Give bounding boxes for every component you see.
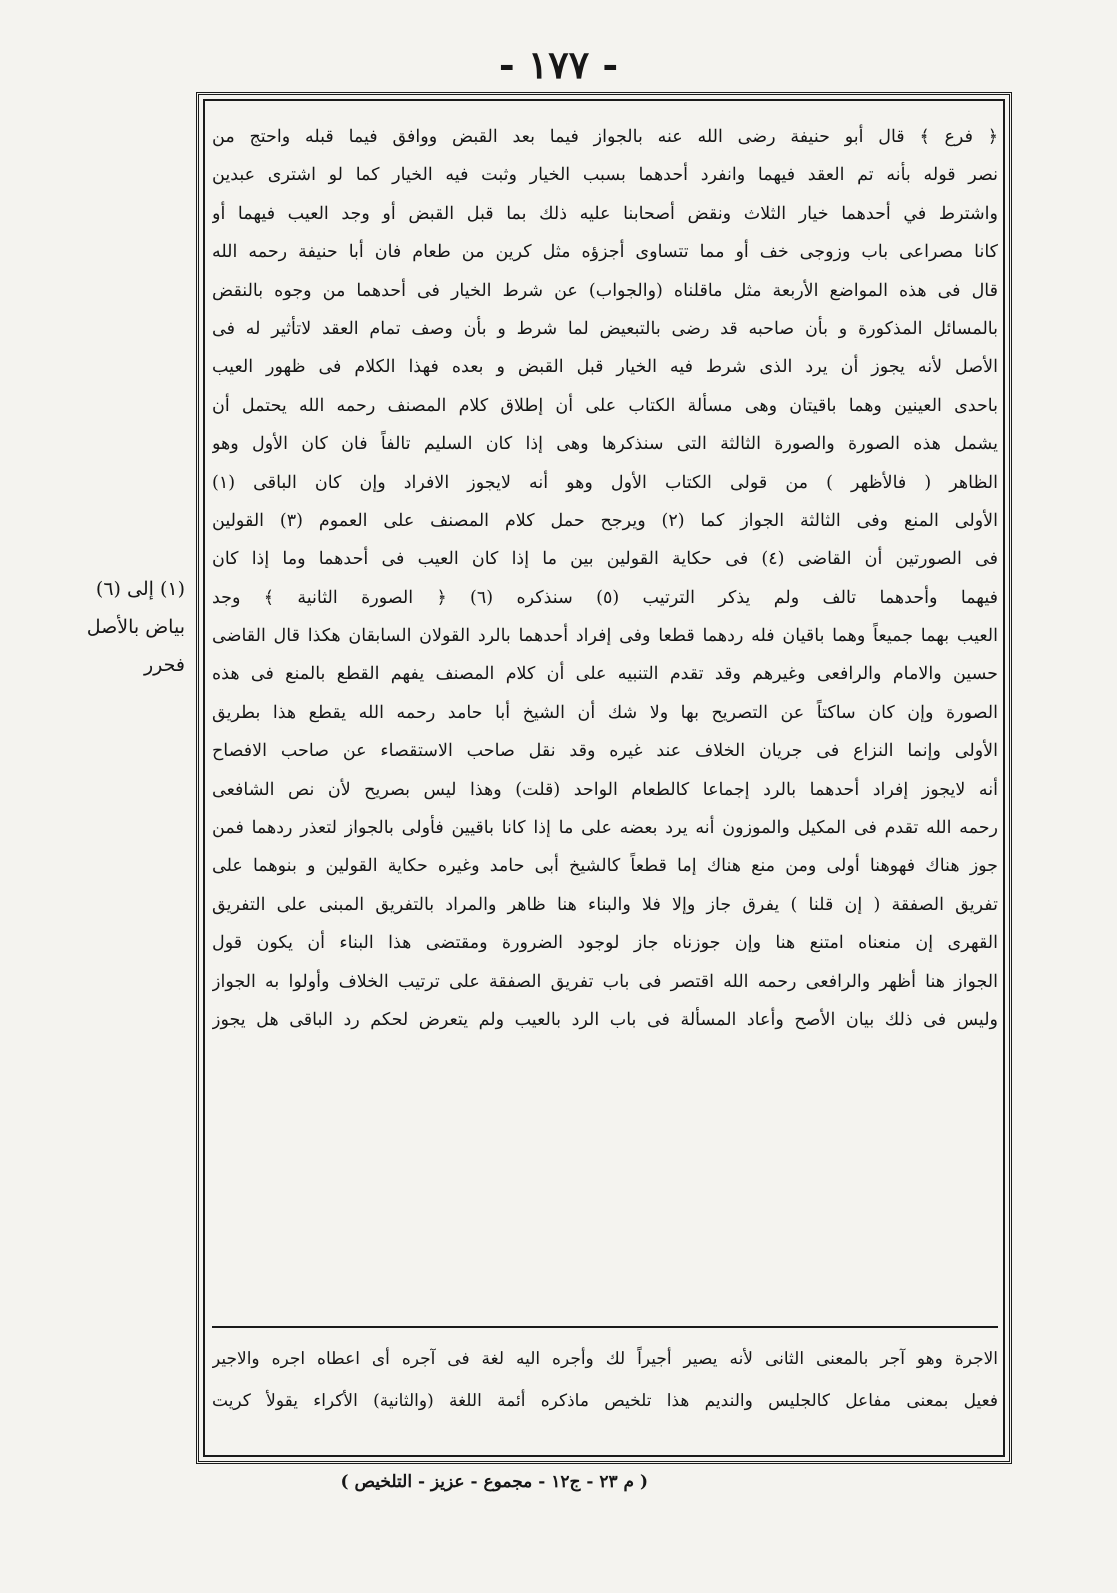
text-line: العيب بهما جميعاً وهما باقيان فله ردهما قطعا وفى إفراد أحدهما بالرد القولان السابقان هكذا قال القاضى: [212, 626, 998, 647]
text-line: وليس فى ذلك بيان الأصح وأعاد المسألة فى باب الرد بالعيب ولم يتعرض لحكم رد الباقى هل يجوز: [212, 1009, 998, 1030]
margin-note: [50, 570, 185, 684]
text-line: رحمه الله تقدم فى المكيل والموزون أنه يرد بعضه على ما إذا كانا باقيين فأولى بالجواز لتعذر ردهما فمن: [212, 818, 998, 839]
footnote-separator: [212, 1326, 998, 1328]
text-line: فى الصورتين أن القاضى (٤) فى حكاية القولين بين ما إذا كان العيب فى أحدهما وما إذا كان: [212, 549, 998, 570]
margin-note-line: بياض بالأصل: [86, 616, 185, 638]
text-line: نصر قوله بأنه تم العقد فيهما وانفرد أحدهما بسبب الخيار وثبت فيه الخيار كما لو اشترى عبدين: [212, 165, 998, 186]
footnote-line: فعيل بمعنى مفاعل كالجليس والنديم هذا تلخيص ماذكره أئمة اللغة (والثانية) الأكراء يقولأ كريت: [212, 1391, 998, 1411]
text-line: باحدى العينين وهما باقيتان وهى مسألة الكتاب على أن إطلاق كلام المصنف رحمه الله يحتمل أن: [212, 395, 998, 416]
text-line: الصورة وإن كان ساكتاً عن التصريح بها ولا شك أن الشيخ أبا حامد رحمه الله يقطع هذا بطريق: [212, 702, 998, 723]
text-line: ﴿ فرع ﴾ قال أبو حنيفة رضى الله عنه بالجواز فيما بعد القبض ووافق فيما قبله واحتج من: [212, 127, 998, 147]
margin-note-line: (١) إلى (٦): [95, 578, 185, 600]
footnote-line: الاجرة وهو آجر بالمعنى الثانى لأنه يصير أجيراً لك وأجره اليه لغة فى آجره أى اعطاه اجره والاجير: [212, 1349, 998, 1369]
text-line: أنه لايجوز إفراد أحدهما بالرد إجماعا كالطعام الواحد (قلت) وهذا ليس بصريح لأن نص الشافعى: [212, 779, 998, 800]
text-line: الأولى المنع وفى الثالثة الجواز كما (٢) ويرجح حمل كلام المصنف على العموم (٣) القولين: [212, 510, 998, 531]
text-line: بالمسائل المذكورة و بأن صاحبه قد رضى بالتبعيض لما شرط و بأن وصف تمام العقد لاتأثير له فى: [212, 318, 998, 339]
footnote: [212, 1338, 998, 1422]
text-line: القهرى إن منعناه امتنع هنا وإن جوزناه جاز لوجود الضرورة ومقتضى هذا البناء أن يكون قول: [212, 933, 998, 954]
page-number: - ١٧٧ -: [498, 42, 619, 87]
margin-note-line: فحرر: [143, 654, 185, 676]
text-line: الجواز هنا أظهر والرافعى رحمه الله اقتصر فى باب تفريق الصفقة على ترتيب الخلاف وأولوا به الجواز: [212, 971, 998, 992]
text-line: تفريق الصفقة ( إن قلنا ) يفرق جاز وإلا فلا والبناء هنا ظاهر والمراد بالتفريق المبنى على التفريق: [212, 894, 998, 915]
text-line: الأصل لأنه يجوز أن يرد الذى شرط فيه الخيار قبل القبض و بعده فهذا الكلام فى ظهور العيب: [212, 357, 998, 378]
text-line: فيهما وأحدهما تالف ولم يذكر الترتيب (٥) سنذكره (٦) ﴿ الصورة الثانية ﴾ وجد: [212, 587, 998, 608]
text-line: الظاهر ( فالأظهر ) من قولى الكتاب الأول وهو أنه لايجوز الافراد وإن كان الباقى (١): [212, 472, 998, 493]
text-line: يشمل هذه الصورة والصورة الثالثة التى سنذكرها وهى إذا كان السليم تالفاً فان كان الأول وهو: [212, 434, 998, 455]
text-line: كانا مصراعى باب وزوجى خف أو مما تتساوى أجزؤه مثل كرين من طعام فان أبا حنيفة رحمه الله: [212, 242, 998, 263]
text-line: الأولى وإنما النزاع فى جريان الخلاف عند غيره وقد نقل صاحب الاستقصاء عن صاحب الافصاح: [212, 741, 998, 762]
text-line: جوز هناك فهوهنا أولى ومن منع هناك إما قطعاً كالشيخ أبى حامد وغيره حكاية القولين و بنوهما على: [212, 856, 998, 877]
text-line: واشترط في أحدهما خيار الثلاث ونقض أصحابنا عليه ذلك بما قبل القبض أو وجد العيب فيهما أو: [212, 203, 998, 224]
text-line: قال فى هذه المواضع الأربعة مثل ماقلناه (والجواب) عن شرط الخيار فى أحدهما من وجوه بالنقض: [212, 280, 998, 301]
signature-line: ( م ٢٣ - ج١٢ - مجموع - عزيز - التلخيص ): [340, 1472, 648, 1492]
main-text: [212, 118, 998, 1039]
text-line: حسين والامام والرافعى وغيرهم وقد تقدم التنبيه على أن كلام المصنف يفهم القطع بالمنع فى هذه: [212, 664, 998, 685]
